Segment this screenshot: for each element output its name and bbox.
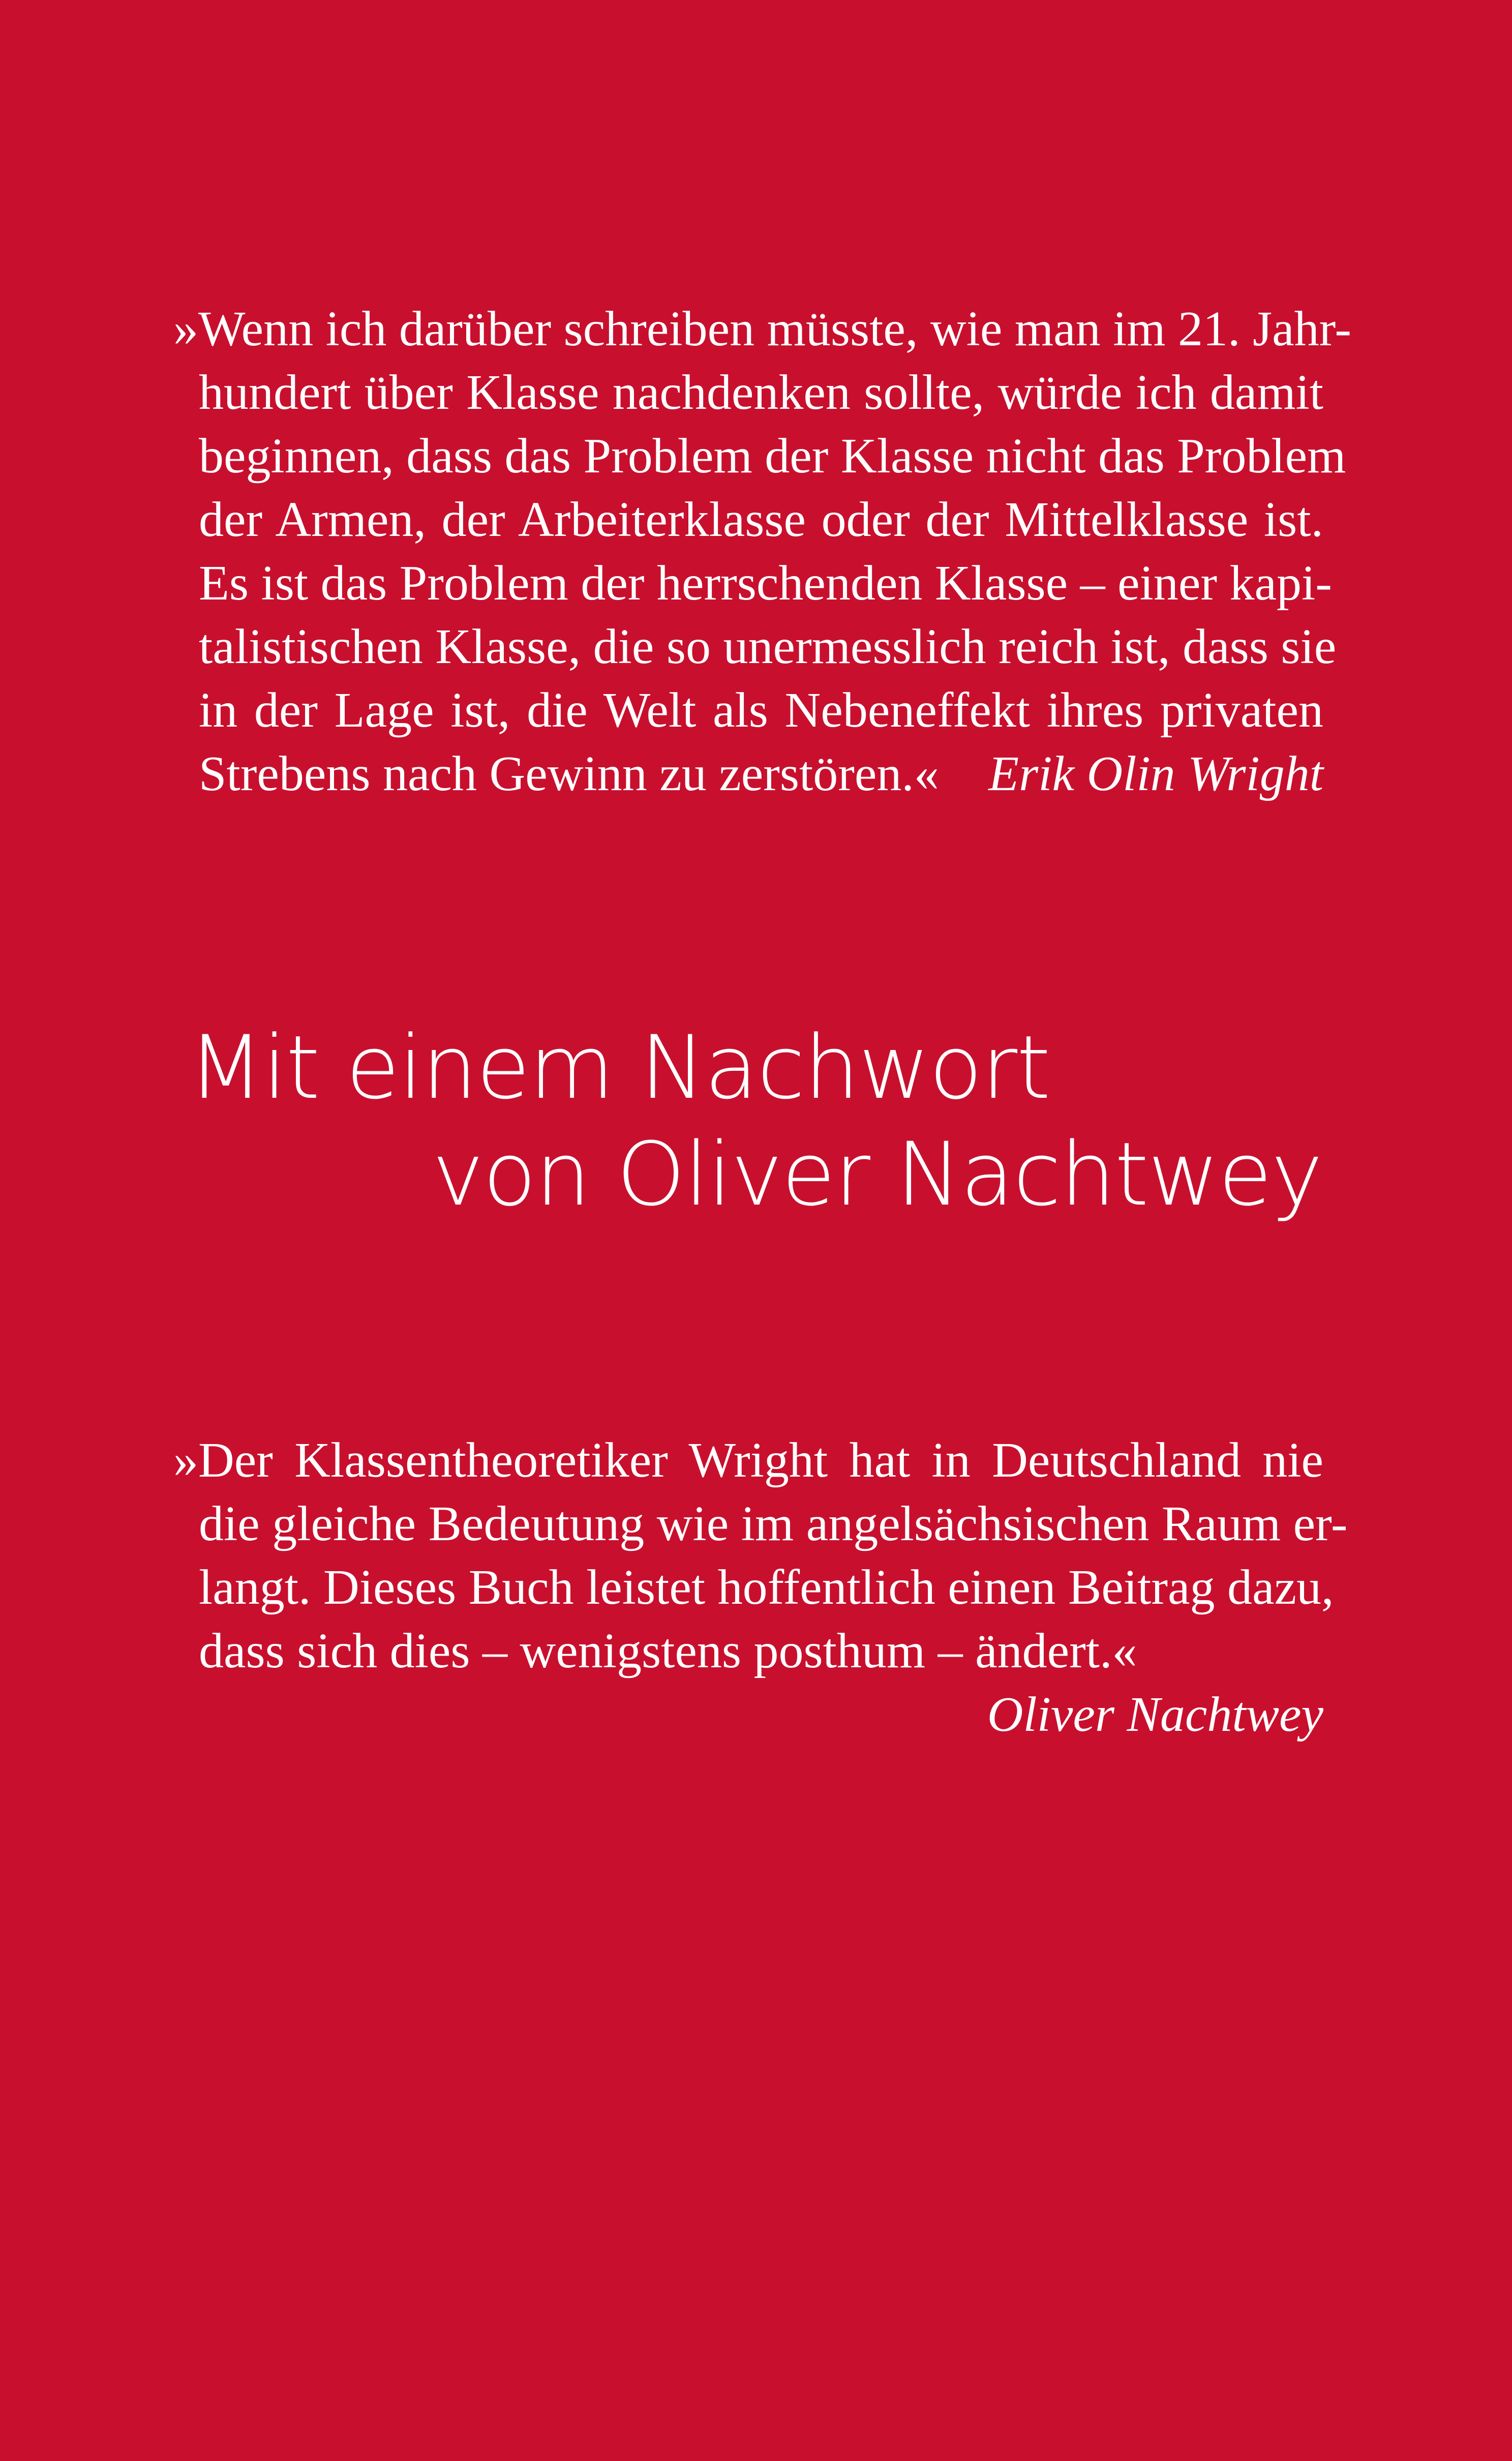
quote-line: Strebens nach Gewinn zu zerstören.« [199, 746, 939, 801]
quote-line: dass sich dies – wenigstens posthum – ändert.« [199, 1624, 1137, 1678]
quote-author: Oliver Nachtwey [987, 1687, 1323, 1742]
quote-erik-olin-wright [173, 297, 1351, 806]
quote-line: Es ist das Problem der herrschenden Klasse – einer kapi- [199, 556, 1332, 611]
quote-line: »Wenn ich darüber schreiben müsste, wie man im 21. Jahr- [173, 302, 1351, 356]
afterword-line-2: von Oliver Nachtwey [432, 1123, 1322, 1225]
afterword-heading [188, 1014, 1327, 1228]
quote-line: talistischen Klasse, die so unermesslich reich ist, dass sie [199, 619, 1337, 674]
afterword-line-1: Mit einem Nachwort [188, 1016, 1050, 1119]
quote-line: hundert über Klasse nachdenken sollte, würde ich damit [199, 365, 1323, 420]
quote-line: in der Lage ist, die Welt als Nebeneffekt ihres privaten [199, 683, 1323, 738]
quote-line: der Armen, der Arbeiterklasse oder der Mittelklasse ist. [199, 492, 1323, 547]
quote-author: Erik Olin Wright [988, 746, 1323, 801]
quote-line: »Der Klassentheoretiker Wright hat in Deutschland nie [173, 1433, 1323, 1488]
quote-oliver-nachtwey [173, 1429, 1348, 1747]
quote-last-line [199, 742, 1323, 806]
quote-line: langt. Dieses Buch leistet hoffentlich einen Beitrag dazu, [199, 1560, 1334, 1615]
quote-line: die gleiche Bedeutung wie im angelsächsischen Raum er- [199, 1496, 1348, 1551]
quote-line: beginnen, dass das Problem der Klasse nicht das Problem [199, 429, 1346, 484]
